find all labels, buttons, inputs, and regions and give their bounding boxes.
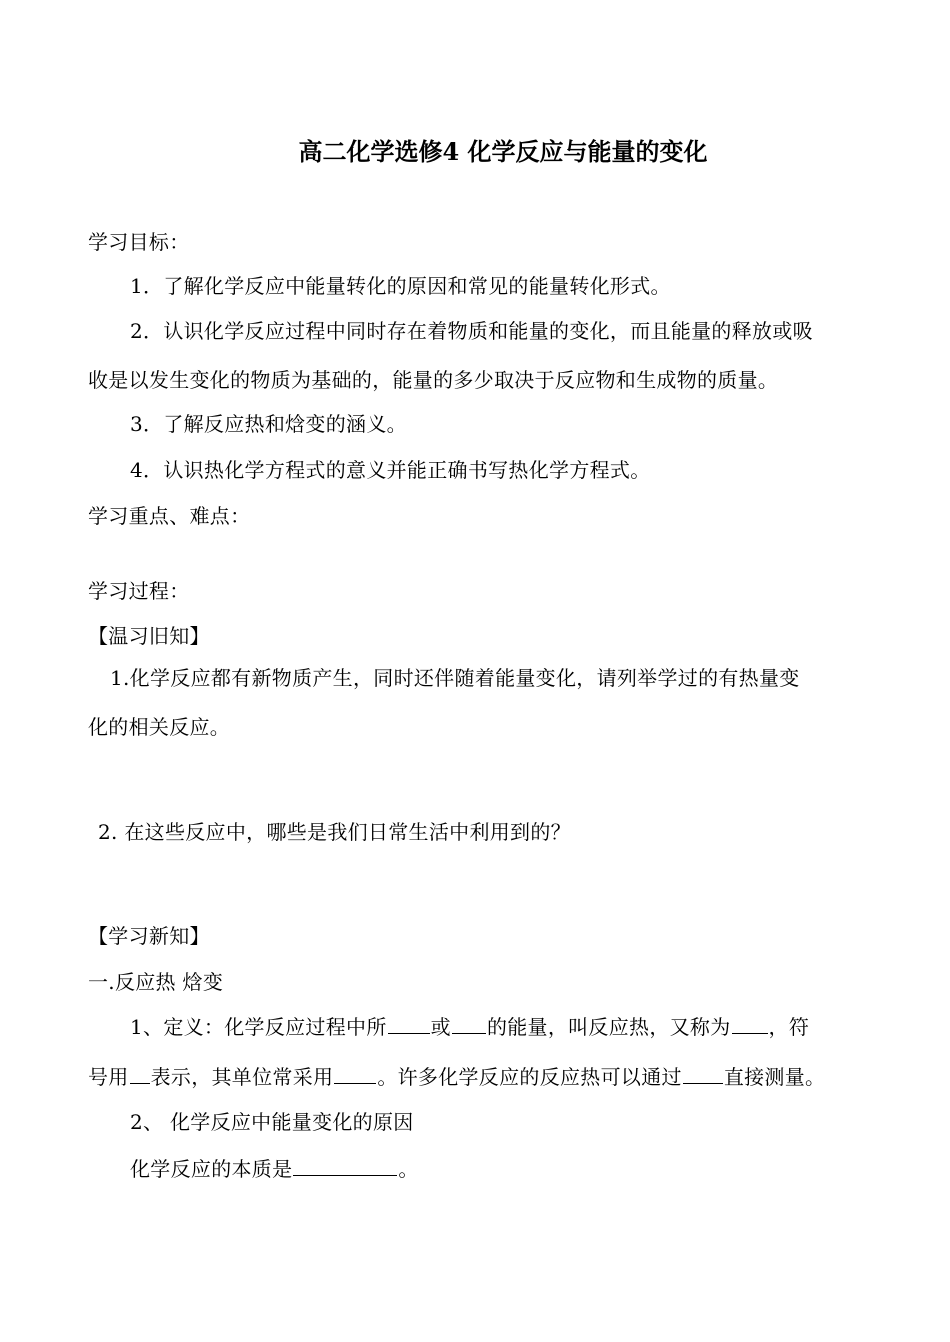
- definition-text-8: 直接测量。: [723, 1065, 826, 1089]
- fill-blank-5[interactable]: [334, 1063, 376, 1084]
- section-1-title: 一.反应热 焓变: [88, 970, 224, 994]
- process-heading: 学习过程：: [88, 579, 190, 603]
- essence-text-1: 化学反应的本质是: [130, 1157, 293, 1181]
- objective-item-2-line-2: 收是以发生变化的物质为基础的，能量的多少取决于反应物和生成物的质量。: [88, 368, 779, 392]
- document-title: 高二化学选修4 化学反应与能量的变化: [298, 137, 708, 166]
- essence-line: [130, 1155, 419, 1183]
- objective-item-4: 4．认识热化学方程式的意义并能正确书写热化学方程式。: [130, 458, 651, 482]
- review-question-1-line-1: 1.化学反应都有新物质产生，同时还伴随着能量变化，请列举学过的有热量变: [110, 666, 800, 690]
- objective-item-1: 1．了解化学反应中能量转化的原因和常见的能量转化形式。: [130, 274, 671, 298]
- definition-text-5: 号用: [88, 1065, 129, 1089]
- review-question-1-line-2: 化的相关反应。: [88, 715, 231, 739]
- review-heading: 【温习旧知】: [88, 624, 210, 648]
- essence-text-2: 。: [398, 1157, 419, 1181]
- new-knowledge-heading: 【学习新知】: [88, 924, 210, 948]
- reason-heading: 2、 化学反应中能量变化的原因: [130, 1110, 414, 1134]
- fill-blank-6[interactable]: [683, 1063, 723, 1084]
- fill-blank-7[interactable]: [293, 1155, 397, 1176]
- objectives-heading: 学习目标：: [88, 230, 190, 254]
- fill-blank-1[interactable]: [388, 1013, 430, 1034]
- review-question-2: 2. 在这些反应中，哪些是我们日常生活中利用到的？: [98, 820, 571, 844]
- fill-blank-2[interactable]: [452, 1013, 486, 1034]
- definition-text-7: 。许多化学反应的反应热可以通过: [377, 1065, 682, 1089]
- definition-text-4: ，符: [768, 1015, 810, 1039]
- fill-blank-3[interactable]: [732, 1013, 768, 1034]
- objective-item-3: 3．了解反应热和焓变的涵义。: [130, 412, 407, 436]
- definition-line-2: [88, 1063, 825, 1091]
- key-points-heading: 学习重点、难点：: [88, 504, 251, 528]
- definition-text-2: 或: [430, 1015, 451, 1039]
- fill-blank-4[interactable]: [130, 1063, 150, 1084]
- objective-item-2-line-1: 2．认识化学反应过程中同时存在着物质和能量的变化，而且能量的释放或吸: [130, 319, 813, 343]
- definition-text-6: 表示，其单位常采用: [150, 1065, 334, 1089]
- definition-line-1: [130, 1013, 809, 1041]
- definition-text-1: 1、定义：化学反应过程中所: [130, 1015, 387, 1039]
- definition-text-3: 的能量，叫反应热，又称为: [486, 1015, 731, 1039]
